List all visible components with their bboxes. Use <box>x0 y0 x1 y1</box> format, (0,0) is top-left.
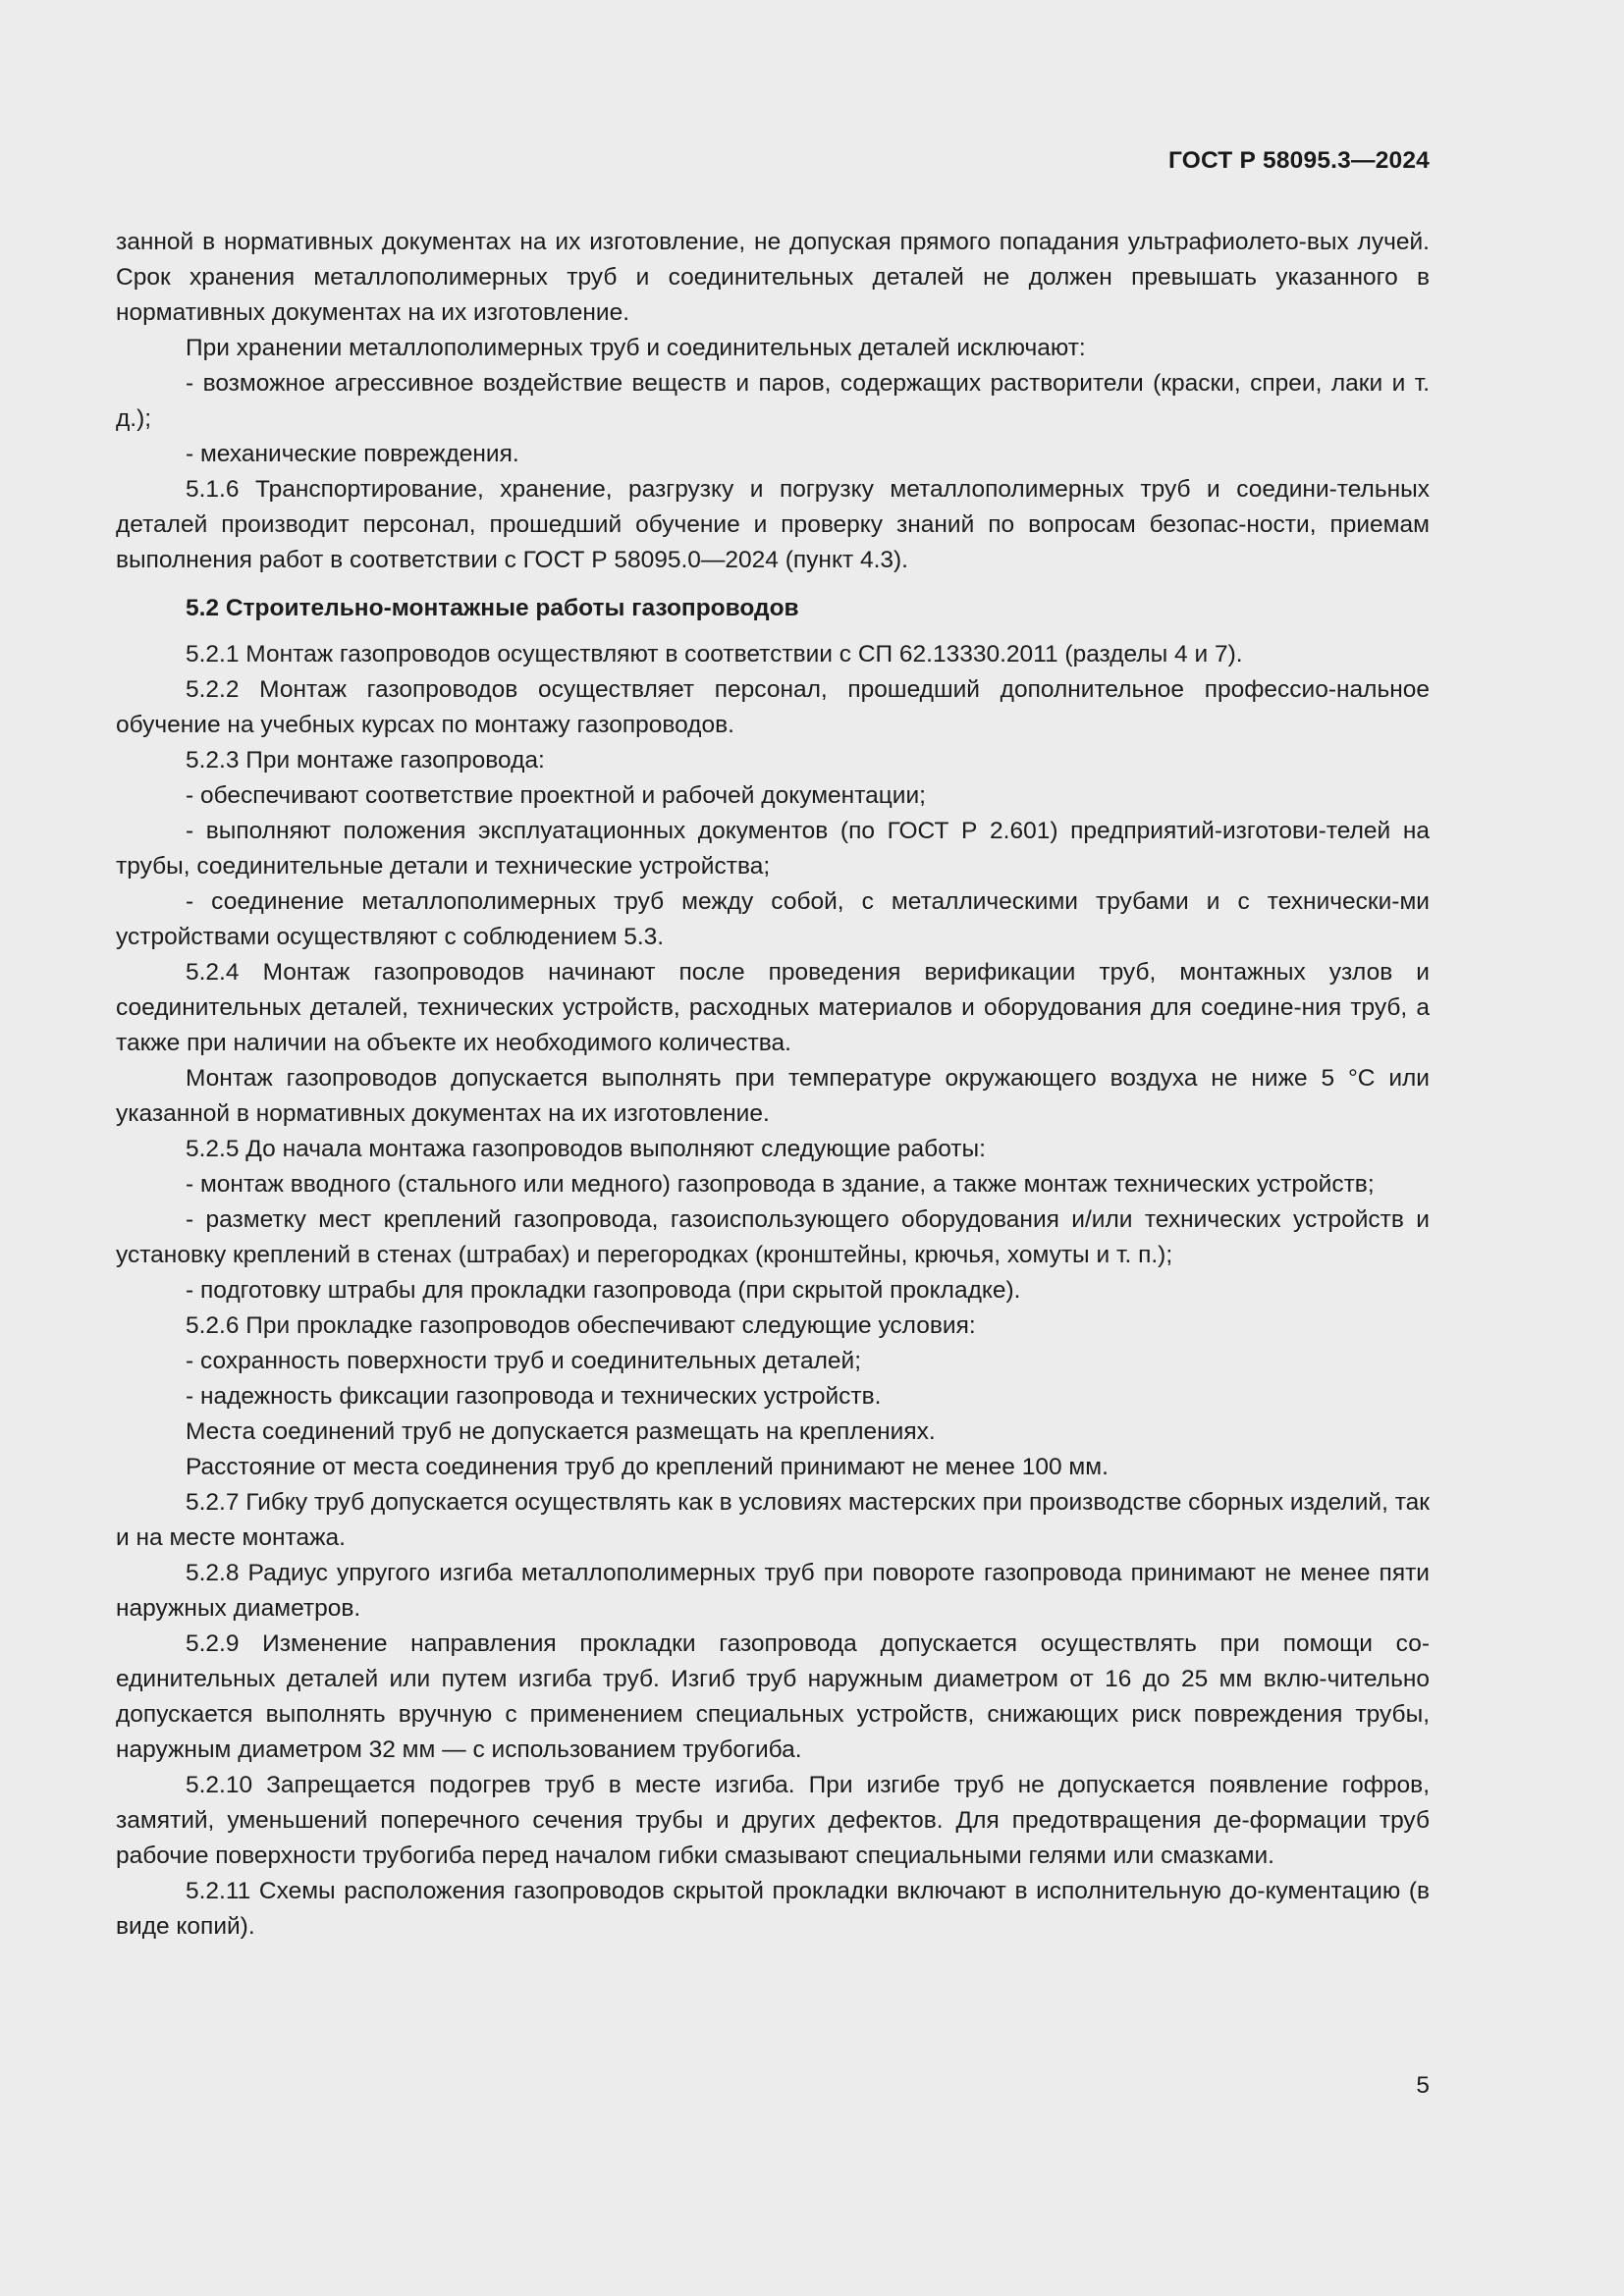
list-item: - механические повреждения. <box>186 441 519 467</box>
list-item: - подготовку штрабы для прокладки газопровода (при скрытой прокладке). <box>186 1277 1021 1304</box>
paragraph: При хранении металлополимерных труб и соединительных деталей исключают: <box>186 335 1086 361</box>
list-item: - выполняют положения эксплуатационных документов (по ГОСТ Р 2.601) предприятий-изготови-телей на трубы, соединительные детали и технические устройства; <box>116 818 1430 880</box>
paragraph: Места соединений труб не допускается размещать на креплениях. <box>186 1418 936 1445</box>
paragraph-group-installation <box>116 637 1430 1945</box>
paragraph-clause-5-2-10: 5.2.10 Запрещается подогрев труб в месте изгиба. При изгибе труб не допускается появление гофров, замятий, уменьшений поперечного сечения трубы и других дефектов. Для предотвращения де-формации труб рабочие поверхности трубогиба перед началом гибки смазывают специальными гелями или смазками. <box>116 1772 1430 1869</box>
page-number: 5 <box>1416 2072 1430 2099</box>
list-item: - сохранность поверхности труб и соединительных деталей; <box>186 1348 862 1374</box>
section-heading: 5.2 Строительно-монтажные работы газопроводов <box>186 595 799 621</box>
paragraph: Расстояние от места соединения труб до креплений принимают не менее 100 мм. <box>186 1454 1109 1480</box>
paragraph-clause-5-2-2: 5.2.2 Монтаж газопроводов осуществляет персонал, прошедший дополнительное профессио-нальное обучение на учебных курсах по монтажу газопроводов. <box>116 676 1430 738</box>
list-item: - монтаж вводного (стального или медного) газопровода в здание, а также монтаж технических устройств; <box>186 1171 1375 1198</box>
paragraph-clause-5-2-8: 5.2.8 Радиус упругого изгиба металлополимерных труб при повороте газопровода принимают не менее пяти наружных диаметров. <box>116 1560 1430 1622</box>
paragraph-clause-5-2-7: 5.2.7 Гибку труб допускается осуществлять как в условиях мастерских при производстве сборных изделий, так и на месте монтажа. <box>116 1489 1430 1551</box>
paragraph-clause-5-2-5: 5.2.5 До начала монтажа газопроводов выполняют следующие работы: <box>186 1136 986 1162</box>
document-body <box>116 225 1430 1945</box>
list-item: - надежность фиксации газопровода и технических устройств. <box>186 1383 882 1410</box>
paragraph: Монтаж газопроводов допускается выполнять при температуре окружающего воздуха не ниже 5 °С или указанной в нормативных документах на их изготовление. <box>116 1065 1430 1127</box>
paragraph-clause-5-2-3: 5.2.3 При монтаже газопровода: <box>186 747 545 774</box>
paragraph-clause-5-1-6: 5.1.6 Транспортирование, хранение, разгрузку и погрузку металлополимерных труб и соедини-тельных деталей производит персонал, прошедший обучение и проверку знаний по вопросам безопас-ности, приемам выполнения работ в соответствии с ГОСТ Р 58095.0—2024 (пункт 4.3). <box>116 476 1430 573</box>
document-code-header: ГОСТ Р 58095.3—2024 <box>1168 147 1430 174</box>
paragraph-clause-5-2-11: 5.2.11 Схемы расположения газопроводов скрытой прокладки включают в исполнительную до-кументацию (в виде копий). <box>116 1878 1430 1940</box>
paragraph-clause-5-2-4: 5.2.4 Монтаж газопроводов начинают после проведения верификации труб, монтажных узлов и соединительных деталей, технических устройств, расходных материалов и оборудования для соедине-ния труб, а также при наличии на объекте их необходимого количества. <box>116 959 1430 1056</box>
paragraph-group-storage <box>116 225 1430 578</box>
paragraph-clause-5-2-9: 5.2.9 Изменение направления прокладки газопровода допускается осуществлять при помощи со-единительных деталей или путем изгиба труб. Изгиб труб наружным диаметром от 16 до 25 мм вклю-чительно допускается выполнять вручную с применением специальных устройств, снижающих риск повреждения трубы, наружным диаметром 32 мм — с использованием трубогиба. <box>116 1630 1430 1763</box>
list-item: - обеспечивают соответствие проектной и рабочей документации; <box>186 782 926 809</box>
list-item: - возможное агрессивное воздействие веществ и паров, содержащих растворители (краски, спреи, лаки и т. д.); <box>116 370 1430 432</box>
list-item: - соединение металлополимерных труб между собой, с металлическими трубами и с технически-ми устройствами осуществляют с соблюдением 5.3. <box>116 888 1430 950</box>
paragraph: занной в нормативных документах на их изготовление, не допуская прямого попадания ультрафиолето-вых лучей. Срок хранения металлополимерных труб и соединительных деталей не должен превышать указанного в нормативных документах на их изготовление. <box>116 229 1430 326</box>
list-item: - разметку мест креплений газопровода, газоиспользующего оборудования и/или технических устройств и установку креплений в стенах (штрабах) и перегородках (кронштейны, крючья, хомуты и т. п.); <box>116 1206 1430 1268</box>
paragraph-clause-5-2-6: 5.2.6 При прокладке газопроводов обеспечивают следующие условия: <box>186 1312 976 1339</box>
paragraph-clause-5-2-1: 5.2.1 Монтаж газопроводов осуществляют в соответствии с СП 62.13330.2011 (разделы 4 и 7). <box>186 641 1243 667</box>
